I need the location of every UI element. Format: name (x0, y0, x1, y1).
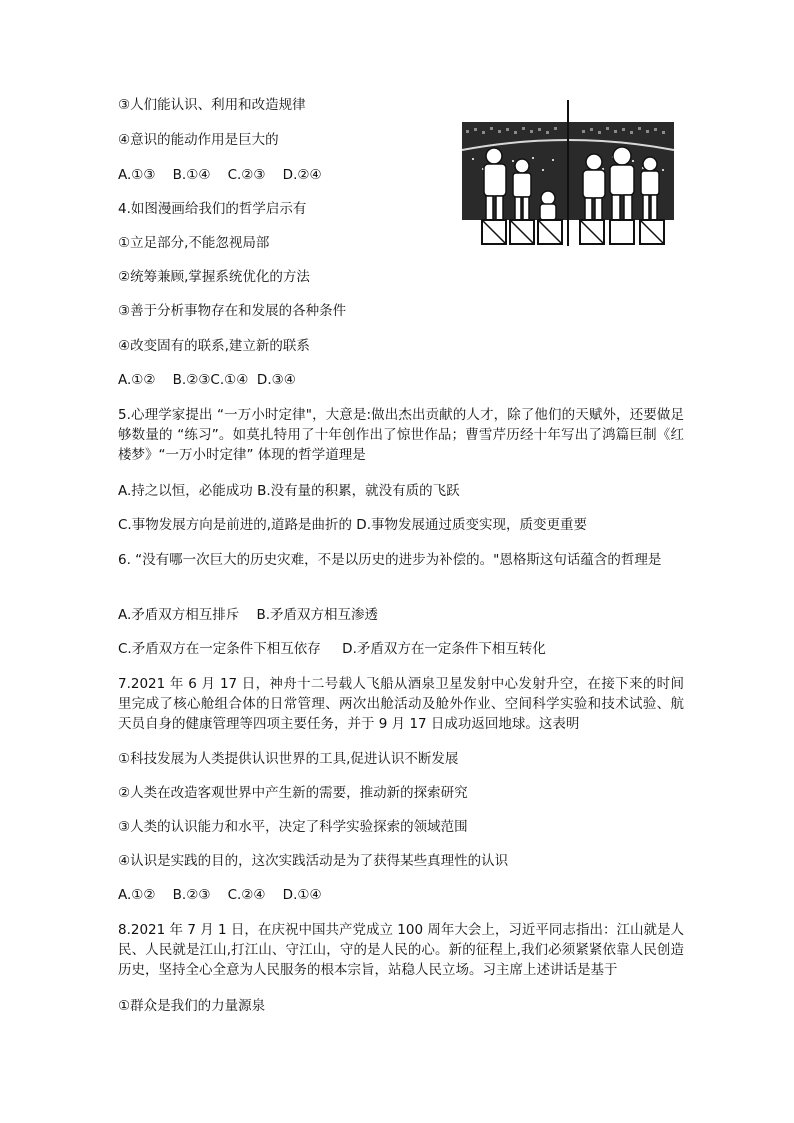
q3-answer-options: A.①③ B.①④ C.②③ D.②④ (118, 167, 322, 183)
q7-stem: 7.2021 年 6 月 17 日，神舟十二号载人飞船从酒泉卫星发射中心发射升空，在接下来的时间里完成了核心舱组合体的日常管理、两次出舱活动及舱外作业、空间科学实验和技术试验、航天员自身的健康管理等四项主要任务，并于 9 月 17 日成功返回地球。这表明 (118, 676, 684, 732)
q6-answer-options-1: A.矛盾双方相互排斥 B.矛盾双方相互渗透 (118, 607, 379, 623)
q4-option-item-4: ④改变固有的联系,建立新的联系 (118, 338, 310, 354)
q3-option-item-3: ③人们能认识、利用和改造规律 (118, 97, 306, 113)
q5-stem: 5.心理学家提出 “一万小时定律"，大意是:做出杰出贡献的人才，除了他们的天赋外，还要做足够数量的 “练习”。如莫扎特用了十年创作出了惊世作品；曹雪芹历经十年写出了鸿篇巨制《红楼梦》“一万小时定律” 体现的哲学道理是 (118, 407, 684, 463)
q5-answer-options-2: C.事物发展方向是前进的,道路是曲折的 D.事物发展通过质变实现，质变更重要 (118, 517, 587, 533)
q6-stem: 6. “没有哪一次巨大的历史灾难，不是以历史的进步为补偿的。"恩格斯这句话蕴含的哲理是 (118, 552, 662, 568)
q7-option-item-1: ①科技发展为人类提供认识世界的工具,促进认识不断发展 (118, 751, 459, 767)
q7-answer-options: A.①② B.②③ C.②④ D.①④ (118, 887, 322, 903)
cartoon-illustration (462, 100, 674, 246)
q4-answer-options: A.①② B.②③C.①④ D.③④ (118, 372, 296, 388)
q4-option-item-2: ②统筹兼顾,掌握系统优化的方法 (118, 269, 310, 285)
q4-option-item-1: ①立足部分,不能忽视局部 (118, 235, 270, 251)
q7-option-item-4: ④认识是实践的目的，这次实践活动是为了获得某些真理性的认识 (118, 853, 509, 869)
q6-answer-options-2: C.矛盾双方在一定条件下相互依存 D.矛盾双方在一定条件下相互转化 (118, 641, 546, 657)
q3-option-item-4: ④意识的能动作用是巨大的 (118, 132, 279, 148)
q4-option-item-3: ③善于分析事物存在和发展的各种条件 (118, 303, 347, 319)
q4-stem: 4.如图漫画给我们的哲学启示有 (118, 201, 307, 217)
q7-option-item-3: ③人类的认识能力和水平，决定了科学实验探索的领域范围 (118, 819, 468, 835)
q8-stem: 8.2021 年 7 月 1 日，在庆祝中国共产党成立 100 周年大会上，习近平同志指出：江山就是人民、人民就是江山,打江山、守江山，守的是人民的心。新的征程上,我们必须紧紧依靠人民创造历史，坚持全心全意为人民服务的根本宗旨，站稳人民立场。习主席上述讲话是基于 (118, 922, 684, 978)
q5-answer-options-1: A.持之以恒，必能成功 B.没有量的积累，就没有质的飞跃 (118, 483, 460, 499)
q8-option-item-1: ①群众是我们的力量源泉 (118, 998, 266, 1014)
q7-option-item-2: ②人类在改造客观世界中产生新的需要，推动新的探索研究 (118, 785, 468, 801)
